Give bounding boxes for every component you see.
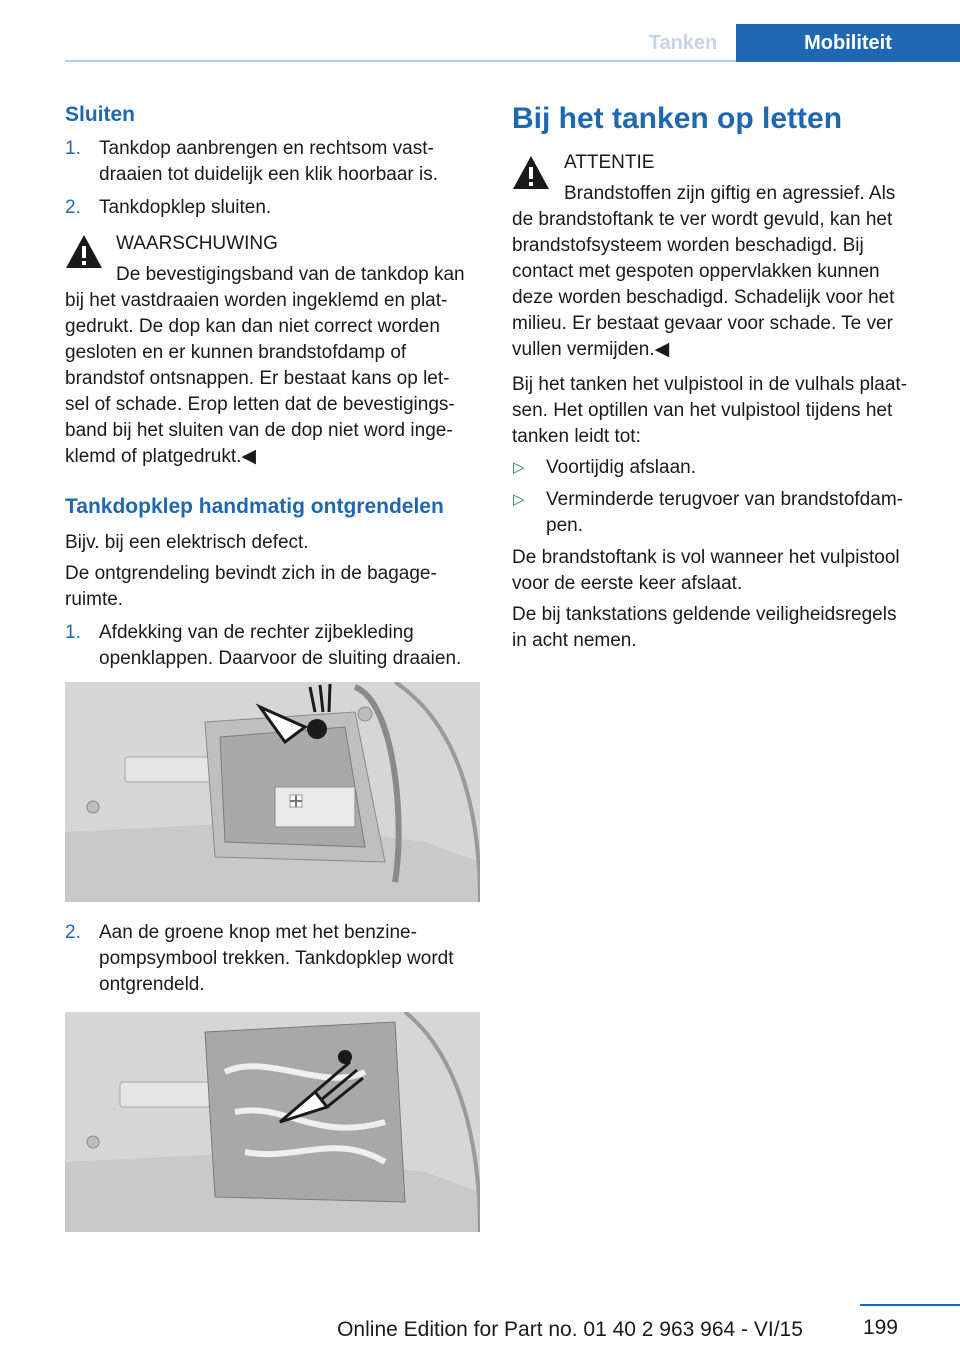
page-title: Bij het tanken op letten <box>512 102 843 135</box>
bullet-text: Voortijdig afslaan. <box>546 457 696 478</box>
paragraph: Bij het tanken het vulpistool in de vulhals plaat- <box>512 374 908 395</box>
warning-text: klemd of platgedrukt.◀ <box>65 446 256 467</box>
warning-text: bij het vastdraaien worden ingeklemd en plat- <box>65 290 448 311</box>
attention-text: milieu. Er bestaat gevaar voor schade. Te ver <box>512 313 893 334</box>
warning-text: sel of schade. Erop letten dat de bevestigings- <box>65 394 455 415</box>
warning-title: WAARSCHUWING <box>116 233 278 254</box>
bullet-text: Verminderde terugvoer van brandstofdam- <box>546 489 903 510</box>
attention-title: ATTENTIE <box>564 152 655 173</box>
paragraph: De brandstoftank is vol wanneer het vulpistool <box>512 547 900 568</box>
header-tab-mobiliteit[interactable]: Mobiliteit <box>736 24 960 62</box>
warning-icon <box>511 153 551 193</box>
paragraph: Bijv. bij een elektrisch defect. <box>65 532 309 553</box>
attention-text: deze worden beschadigd. Schadelijk voor het <box>512 287 895 308</box>
header-tab-tanken[interactable]: Tanken <box>648 32 718 54</box>
step-number: 1. <box>65 138 81 159</box>
attention-text: de brandstoftank te ver wordt gevuld, kan het <box>512 209 893 230</box>
paragraph: in acht nemen. <box>512 630 637 651</box>
warning-icon <box>64 232 104 272</box>
paragraph: ruimte. <box>65 589 124 610</box>
paragraph: sen. Het optillen van het vulpistool tijdens het <box>512 400 893 421</box>
warning-text: De bevestigingsband van de tankdop kan <box>116 264 465 285</box>
paragraph: De bij tankstations geldende veiligheidsregels <box>512 604 897 625</box>
attention-text: Brandstoffen zijn giftig en agressief. Als <box>564 183 896 204</box>
warning-text: brandstof ontsnappen. Er bestaat kans op let- <box>65 368 450 389</box>
page-number: 199 <box>862 1316 898 1339</box>
step-text: draaien tot duidelijk een klik hoorbaar is. <box>99 164 439 185</box>
step-text: ontgrendeld. <box>99 974 205 995</box>
warning-text: band bij het sluiten van de dop niet word inge- <box>65 420 453 441</box>
warning-text: gesloten en er kunnen brandstofdamp of <box>65 342 407 363</box>
step-text: Tankdopklep sluiten. <box>99 197 272 218</box>
paragraph: tanken leidt tot: <box>512 426 641 447</box>
step-text: Aan de groene knop met het benzine- <box>99 922 417 943</box>
section-title-sluiten: Sluiten <box>65 103 136 126</box>
step-text: Afdekking van de rechter zijbekleding <box>99 622 414 643</box>
paragraph: De ontgrendeling bevindt zich in de bagage- <box>65 563 437 584</box>
bullet-text: pen. <box>546 515 583 536</box>
step-text: pompsymbool trekken. Tankdopklep wordt <box>99 948 454 969</box>
step-number: 2. <box>65 922 81 943</box>
attention-text: contact met gespoten oppervlakken kunnen <box>512 261 880 282</box>
attention-text: vullen vermijden.◀ <box>512 339 670 360</box>
warning-text: gedrukt. De dop kan dan niet correct worden <box>65 316 440 337</box>
section-title-manual-release: Tankdopklep handmatig ontgrendelen <box>65 495 444 518</box>
paragraph: voor de eerste keer afslaat. <box>512 573 743 594</box>
step-number: 1. <box>65 622 81 643</box>
step-number: 2. <box>65 197 81 218</box>
step-text: openklappen. Daarvoor de sluiting draaien. <box>99 648 462 669</box>
release-handle-photo <box>65 1012 480 1232</box>
edition-footer: Online Edition for Part no. 01 40 2 963 964 - VI/15 <box>337 1318 803 1341</box>
step-text: Tankdop aanbrengen en rechtsom vast- <box>99 138 434 159</box>
bullet-triangle-icon: ▷ <box>513 491 525 508</box>
footer-rule <box>860 1304 960 1306</box>
bullet-triangle-icon: ▷ <box>513 459 525 476</box>
attention-text: brandstofsysteem worden beschadigd. Bij <box>512 235 864 256</box>
trunk-side-panel-photo <box>65 682 480 902</box>
